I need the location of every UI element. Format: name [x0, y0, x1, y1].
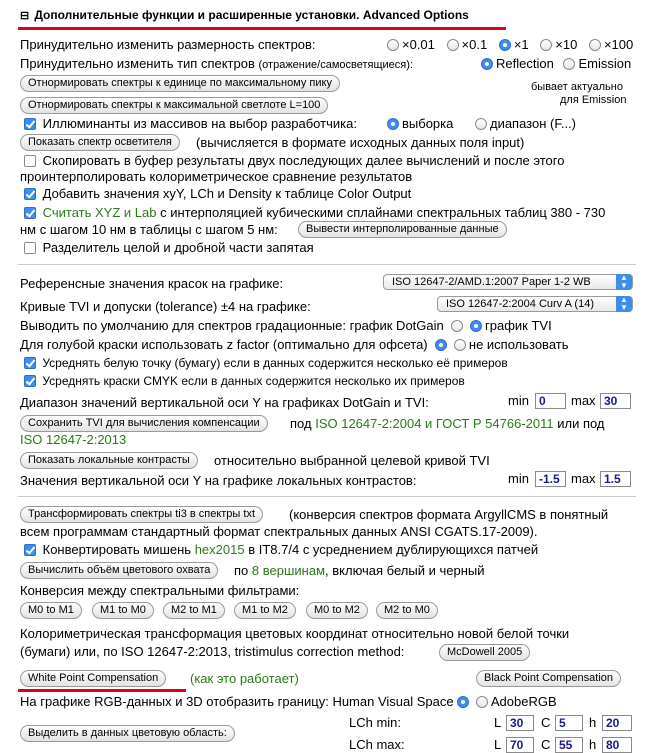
separator-2: [18, 496, 636, 497]
mcdowell-button[interactable]: McDowell 2005: [439, 644, 530, 661]
emission-note-2: для Emission: [560, 94, 627, 106]
transform-ti3-button[interactable]: Трансформировать спектры ti3 в спектры txt: [20, 506, 263, 523]
title-underline: [18, 27, 506, 30]
calc-text-3: нм с шагом 10 нм в таблицы с шагом 5 нм:: [20, 222, 278, 237]
filter-m0-m2-button[interactable]: M0 to M2: [306, 602, 368, 619]
gamut-text: [234, 563, 484, 578]
avg-cmyk-row: [24, 374, 465, 388]
type-label: Принудительно изменить тип спектров: [20, 56, 255, 71]
illuminant-checkbox[interactable]: [24, 118, 36, 130]
lch-min-c-label: C: [541, 715, 551, 730]
illuminant-range-label: диапазон (F...): [489, 116, 577, 131]
lch-min-label: LCh min:: [349, 715, 402, 730]
no-zfactor-label: не использовать: [468, 337, 569, 352]
lch-max-h-label: h: [589, 737, 597, 752]
adobe-label: AdobeRGB: [490, 694, 557, 709]
lch-max-l-label: L: [494, 737, 502, 752]
show-illuminant-note: (вычисляется в формате исходных данных поля input): [196, 135, 525, 150]
show-illuminant-button[interactable]: Показать спектр осветителя: [20, 134, 180, 151]
colorimetric-text-2: (бумаги) или, по ISO 12647-2:2013, tristimulus correction method:: [20, 644, 405, 659]
zfactor-radio[interactable]: [435, 339, 447, 351]
filter-m1-m2-button[interactable]: M1 to M2: [234, 602, 296, 619]
collapse-icon[interactable]: ⊟: [20, 10, 30, 22]
tvi-select-value: ISO 12647-2:2004 Curv A (14): [446, 298, 594, 310]
tvi-radio[interactable]: [470, 320, 482, 332]
convert-text-1: Конвертировать мишень: [42, 542, 192, 557]
illuminant-sample-label: выборка: [402, 116, 454, 131]
save-tvi-text: [290, 416, 605, 431]
save-tvi-standard-2: ISO 12647-2:2013: [20, 432, 127, 447]
save-tvi-or: или под: [557, 416, 605, 431]
transform-text-2: всем программам стандартный формат спектральных данных ANSI CGATS.17-2009).: [20, 524, 538, 539]
type-row: [20, 56, 413, 71]
lch-min-l-input[interactable]: 30: [506, 715, 534, 731]
ref-label: Референсные значения красок на графике:: [20, 276, 284, 291]
local-max-label: max: [571, 471, 596, 486]
local-min-input[interactable]: -1.5: [535, 471, 566, 487]
colorimetric-text-1: Колориметрическая трансформация цветовых координат относительно новой белой точки: [20, 626, 570, 641]
dim-radio-10[interactable]: [540, 39, 552, 51]
local-contrast-text: относительно выбранной целевой кривой TVI: [214, 453, 490, 468]
hvs-radio[interactable]: [457, 696, 469, 708]
illuminant-options: [387, 116, 576, 131]
convert-checkbox[interactable]: [24, 544, 36, 556]
lch-min-l-label: L: [494, 715, 502, 730]
avg-white-label: Усреднять белую точку (бумагу) если в данных содержится несколько её примеров: [42, 356, 508, 370]
filters-label: Конверсия между спектральными фильтрами:: [20, 583, 300, 598]
lch-min-h-input[interactable]: 20: [602, 715, 632, 731]
add-values-label: Добавить значения xyY, LCh и Density к таблице Color Output: [42, 186, 412, 201]
tvi-label: Кривые TVI и допуски (tolerance) ±4 на графике:: [20, 299, 311, 314]
emission-label: Emission: [578, 56, 632, 71]
range-label: Диапазон значений вертикальной оси Y на графиках DotGain и TVI:: [20, 395, 429, 410]
normalize-unity-button[interactable]: Отнормировать спектры к единице по максимальному пику: [20, 75, 340, 92]
separator-1: [18, 264, 636, 265]
default-row: [20, 318, 552, 333]
illuminant-sample-radio[interactable]: [387, 118, 399, 130]
no-zfactor-radio[interactable]: [454, 339, 466, 351]
gamut-vertices: 8 вершинам: [251, 563, 326, 578]
calc-text-2: с интерполяцией кубическими сплайнами спектральных таблиц 380 - 730: [160, 205, 606, 220]
filter-m0-m1-button[interactable]: M0 to M1: [20, 602, 82, 619]
convert-hex: hex2015: [194, 542, 245, 557]
lch-min-c-input[interactable]: 5: [555, 715, 583, 731]
dim-radio-0.01[interactable]: [387, 39, 399, 51]
chevron-updown-icon: ▲ ▼: [616, 274, 632, 290]
wpc-how-link[interactable]: (как это работает): [190, 671, 299, 686]
add-values-checkbox[interactable]: [24, 188, 36, 200]
export-interpolated-button[interactable]: Вывести интерполированные данные: [298, 221, 507, 238]
dim-radio-100[interactable]: [589, 39, 601, 51]
reflection-label: Reflection: [496, 56, 554, 71]
calc-row: [24, 205, 605, 220]
dim-label-0.01: ×0.01: [402, 37, 435, 52]
calc-text-1: Считать XYZ и Lab: [42, 205, 157, 220]
range-max-label: max: [571, 393, 596, 408]
convert-row: [24, 542, 538, 557]
range-max-input[interactable]: 30: [600, 393, 631, 409]
avg-cmyk-checkbox[interactable]: [24, 375, 36, 387]
tvi-radio-label: график TVI: [485, 318, 552, 333]
convert-text-2: в IT8.7/4 с усреднением дублирующихся патчей: [248, 542, 539, 557]
save-tvi-prefix: под: [290, 416, 312, 431]
lch-max-c-label: C: [541, 737, 551, 752]
illuminant-row: [24, 116, 357, 131]
dim-label-100: ×100: [603, 37, 634, 52]
black-point-compensation-button[interactable]: Black Point Compensation: [476, 670, 621, 687]
adobe-radio[interactable]: [476, 696, 488, 708]
type-hint: (отражение/самосветящиеся):: [258, 59, 413, 71]
transform-text-1: (конверсия спектров формата ArgyllCMS в понятный: [289, 507, 609, 522]
rgb-row: [20, 694, 557, 709]
local-contrast-button[interactable]: Показать локальные контрасты: [20, 452, 198, 469]
copy-row: [24, 153, 564, 168]
gamut-text-2: , включая белый и черный: [325, 563, 485, 578]
save-tvi-button[interactable]: Сохранить TVI для вычисления компенсации: [20, 415, 268, 432]
cyan-label: Для голубой краски использовать z factor (оптимально для офсета): [20, 337, 428, 352]
range-min-input[interactable]: 0: [535, 393, 566, 409]
avg-cmyk-label: Усреднять краски CMYK если в данных содержится несколько их примеров: [42, 374, 465, 388]
dim-label-10: ×10: [555, 37, 578, 52]
range-min-label: min: [508, 393, 529, 408]
comma-row: [24, 240, 314, 255]
chevron-updown-icon: ▲ ▼: [616, 296, 632, 312]
cyan-row: [20, 337, 569, 352]
lch-max-label: LCh max:: [349, 737, 405, 752]
illuminant-range-radio[interactable]: [475, 118, 487, 130]
local-range-label: Значения вертикальной оси Y на графике локальных контрастов:: [20, 473, 417, 488]
dim-radio-1[interactable]: [499, 39, 511, 51]
emission-radio[interactable]: [563, 58, 575, 70]
dim-options: [387, 37, 633, 52]
copy-text-2: проинтерполировать колориметрическое сравнение результатов: [20, 169, 413, 184]
copy-checkbox[interactable]: [24, 155, 36, 167]
local-max-input[interactable]: 1.5: [600, 471, 631, 487]
comma-label: Разделитель целой и дробной части запятая: [42, 240, 314, 255]
hvs-label: Human Visual Space: [332, 694, 454, 709]
calc-checkbox[interactable]: [24, 207, 36, 219]
lch-max-c-input[interactable]: 55: [555, 737, 583, 753]
dim-label-0.1: ×0.1: [461, 37, 488, 52]
filter-m2-m1-button[interactable]: M2 to M1: [163, 602, 225, 619]
avg-white-checkbox[interactable]: [24, 357, 36, 369]
rgb-label: На графике RGB-данных и 3D отобразить границу:: [20, 694, 329, 709]
lch-min-h-label: h: [589, 715, 597, 730]
reflection-radio[interactable]: [481, 58, 493, 70]
copy-text-1: Скопировать в буфер результаты двух последующих далее вычислений и после этого: [42, 153, 565, 168]
normalize-lightness-button[interactable]: Отнормировать спектры к максимальной светлоте L=100: [20, 97, 328, 114]
ref-select[interactable]: [383, 274, 633, 290]
emission-note-1: бывает актуально: [531, 81, 623, 93]
select-color-area-button[interactable]: Выделить в данных цветовую область:: [20, 725, 235, 742]
lch-max-l-input[interactable]: 70: [506, 737, 534, 753]
comma-checkbox[interactable]: [24, 242, 36, 254]
filter-m2-m0-button[interactable]: M2 to M0: [376, 602, 438, 619]
add-values-row: [24, 186, 411, 201]
dim-radio-0.1[interactable]: [447, 39, 459, 51]
gamut-volume-button[interactable]: Вычислить объём цветового охвата: [20, 562, 218, 579]
avg-white-row: [24, 356, 508, 370]
gamut-text-1: по: [234, 563, 249, 578]
illuminant-label: Иллюминанты из массивов на выбор разработчика:: [42, 116, 357, 131]
lch-max-h-input[interactable]: 80: [602, 737, 632, 753]
white-point-compensation-button[interactable]: White Point Compensation: [20, 670, 166, 687]
type-options: [481, 56, 631, 71]
tvi-select[interactable]: [437, 296, 633, 312]
section-title: Дополнительные функции и расширенные установки. Advanced Options: [34, 8, 469, 22]
ref-select-value: ISO 12647-2/AMD.1:2007 Paper 1-2 WB: [392, 276, 591, 288]
dim-label-1: ×1: [513, 37, 529, 52]
wpc-underline: [18, 689, 186, 692]
dotgain-radio[interactable]: [451, 320, 463, 332]
filter-m1-m0-button[interactable]: M1 to M0: [92, 602, 154, 619]
section-header[interactable]: [20, 8, 469, 22]
save-tvi-standard: ISO 12647-2:2004 и ГОСТ Р 54766-2011: [315, 416, 554, 431]
local-min-label: min: [508, 471, 529, 486]
default-label: Выводить по умолчанию для спектров градационные: график DotGain: [20, 318, 444, 333]
dim-label: Принудительно изменить размерность спектров:: [20, 37, 316, 52]
